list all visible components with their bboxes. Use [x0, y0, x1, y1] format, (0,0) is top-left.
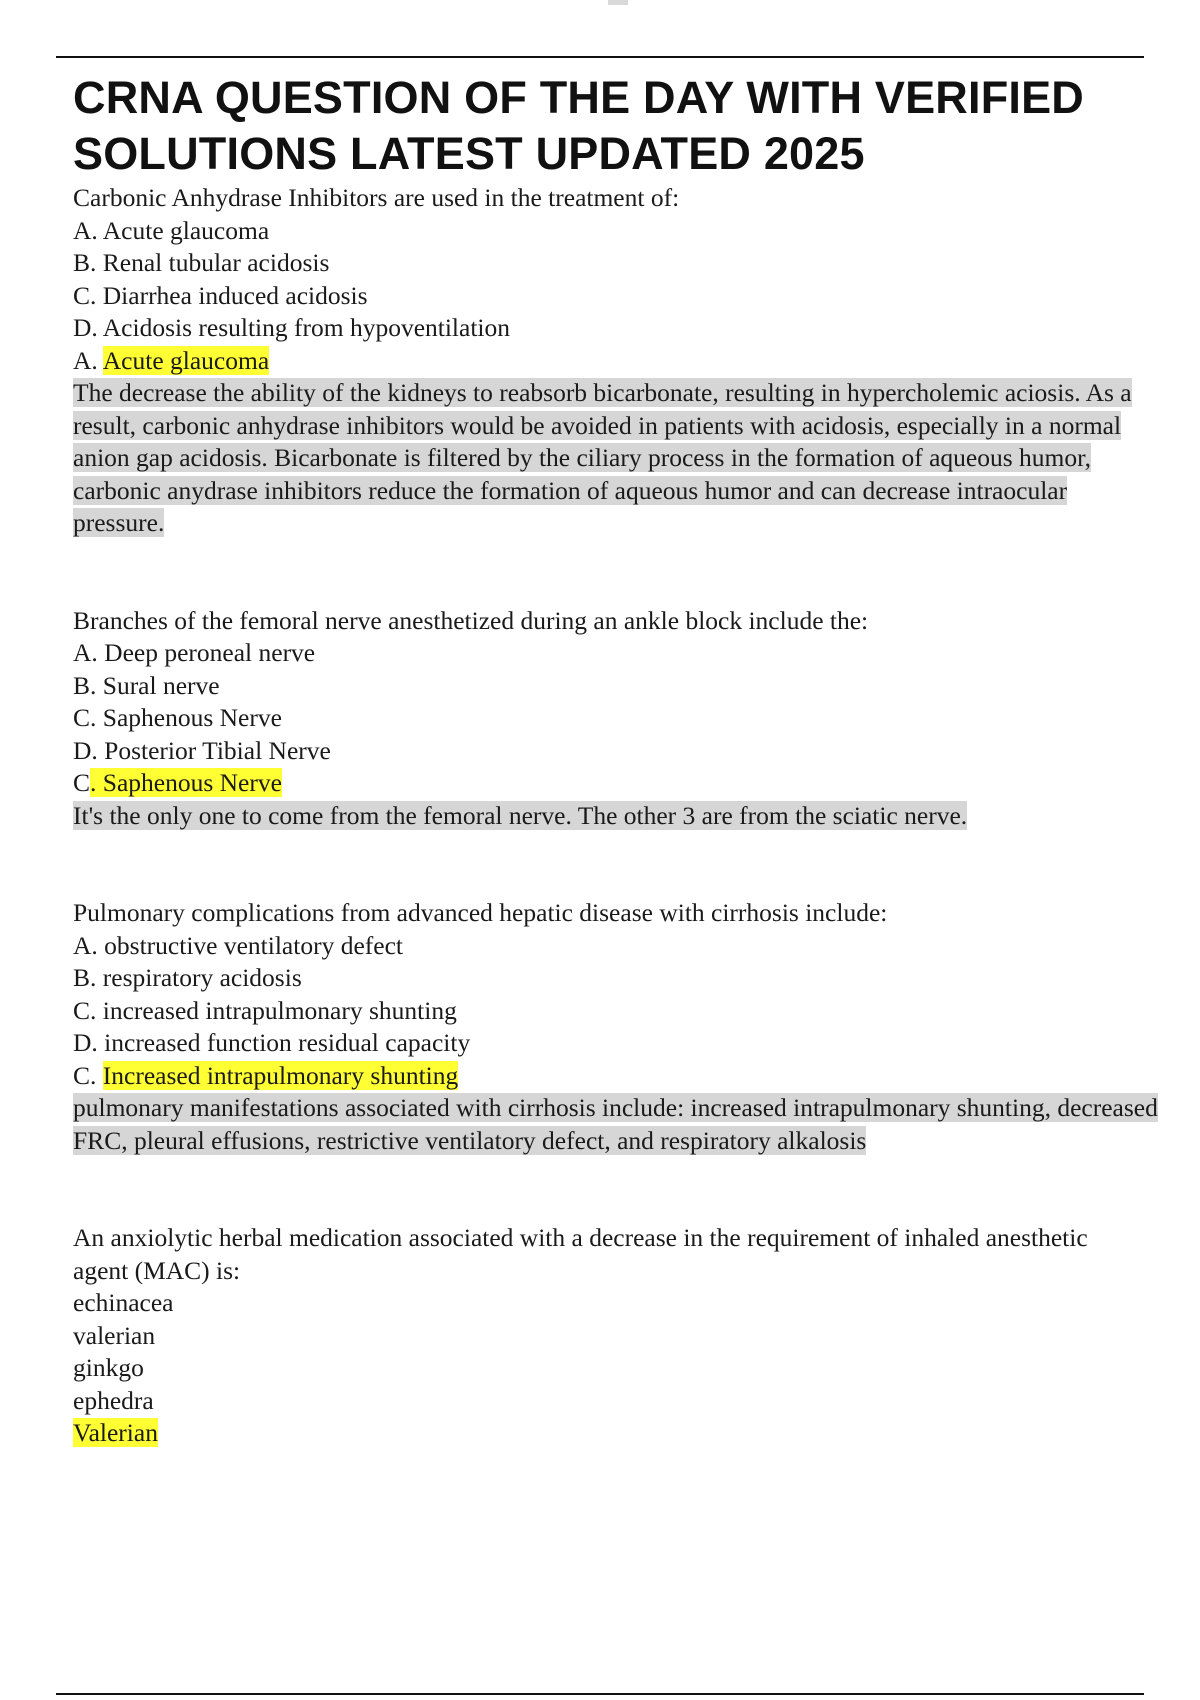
answer-line — [73, 1417, 1163, 1450]
question-block-2 — [73, 605, 1163, 833]
option-c: C. Diarrhea induced acidosis — [73, 280, 368, 310]
question-block-1 — [73, 182, 1163, 540]
header-rule — [56, 56, 1144, 58]
answer-highlight: Increased intrapulmonary shunting — [102, 1060, 459, 1090]
answer-prefix: C. — [73, 1060, 103, 1090]
option-d: D. Acidosis resulting from hypoventilation — [73, 313, 510, 342]
answer-prefix: A. — [73, 345, 103, 375]
question-text: An anxiolytic herbal medication associated with a decrease in the requirement of inhaled anesthetic agent (MAC) is: — [73, 1223, 1088, 1285]
option-b: B. respiratory acidosis — [73, 963, 302, 992]
option-c: C. increased intrapulmonary shunting — [73, 995, 457, 1025]
answer-highlight: . Saphenous Nerve — [90, 768, 282, 797]
option-c: C. Saphenous Nerve — [73, 703, 282, 732]
explanation-text: The decrease the ability of the kidneys to reabsorb bicarbonate, resulting in hypercholemic aciosis. As a result, carbonic anhydrase inhibitors would be avoided in patients with acidosis, especially in a normal anion gap acidosis. Bicarbonate is filtered by the ciliary process in the formation of aqueous humor, carbonic anydrase inhibitors reduce the formation of aqueous humor and can decrease intraocular pressure. — [73, 378, 1132, 537]
answer-line — [73, 345, 1163, 378]
question-block-3 — [73, 897, 1163, 1157]
explanation-text: It's the only one to come from the femoral nerve. The other 3 are from the sciatic nerve. — [73, 800, 968, 830]
option-a: echinacea — [73, 1288, 174, 1317]
answer-line — [73, 767, 1163, 800]
option-a: A. Acute glaucoma — [73, 215, 270, 245]
option-a: A. obstructive ventilatory defect — [73, 930, 403, 960]
question-text: Pulmonary complications from advanced hepatic disease with cirrhosis include: — [73, 898, 888, 927]
footer-rule — [56, 1693, 1144, 1695]
option-a: A. Deep peroneal nerve — [73, 638, 316, 667]
option-d: ephedra — [73, 1385, 154, 1415]
option-b: valerian — [73, 1320, 156, 1350]
answer-line — [73, 1060, 1163, 1093]
page-top-mark — [608, 0, 628, 5]
explanation — [73, 1092, 1163, 1157]
option-d: D. Posterior Tibial Nerve — [73, 735, 331, 765]
explanation — [73, 800, 1163, 833]
option-b: B. Sural nerve — [73, 670, 220, 700]
document-title: CRNA QUESTION OF THE DAY WITH VERIFIED SOLUTIONS LATEST UPDATED 2025 — [73, 72, 1085, 179]
question-block-4 — [73, 1222, 1163, 1450]
question-text: Carbonic Anhydrase Inhibitors are used in the treatment of: — [73, 183, 680, 212]
option-c: ginkgo — [73, 1353, 144, 1382]
answer-highlight: Valerian — [73, 1418, 158, 1447]
option-b: B. Renal tubular acidosis — [73, 248, 330, 277]
answer-highlight: Acute glaucoma — [102, 345, 270, 375]
explanation-text: pulmonary manifestations associated with cirrhosis include: increased intrapulmonary shunting, decreased FRC, pleural effusions, restrictive ventilatory defect, and respiratory alkalosis — [73, 1093, 1158, 1155]
explanation — [73, 377, 1163, 540]
answer-prefix: C — [73, 768, 91, 797]
document-body — [73, 70, 1163, 1450]
option-d: D. increased function residual capacity — [73, 1028, 471, 1057]
question-text: Branches of the femoral nerve anesthetized during an ankle block include the: — [73, 605, 869, 635]
